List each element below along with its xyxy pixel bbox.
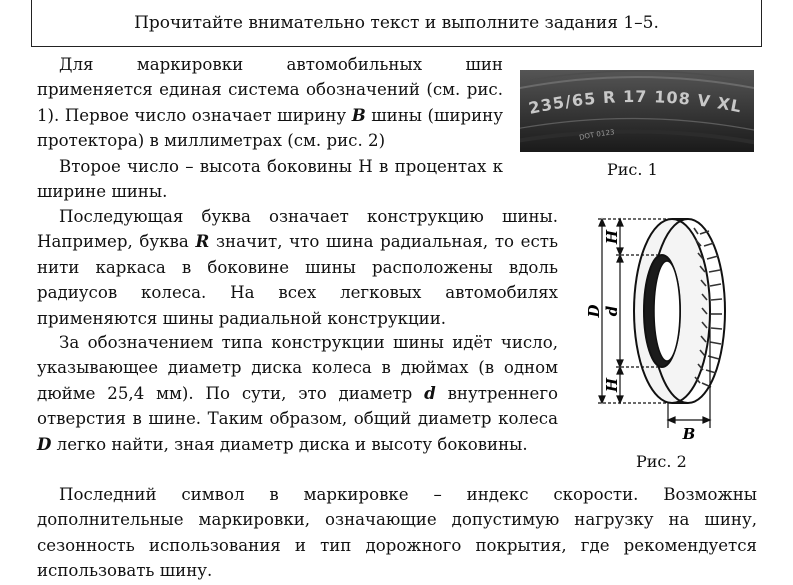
label-H-bottom: H xyxy=(603,377,621,393)
tire-sidewall-photo xyxy=(520,70,754,152)
label-H-top: H xyxy=(603,229,621,245)
tire-rim-opening xyxy=(654,261,680,361)
label-d: d xyxy=(603,305,621,317)
instruction-header xyxy=(31,0,762,47)
paragraph-4: За обозначением типа конструкции шины идёт число, указывающее диаметр диска колеса в дюймах (в одном дюйме 25,4 мм). По сути, это диаметр d внутреннего отверстия в шине. Таким образом, общий диаметр колеса D легко найти, зная диаметр диска и высоту боковины. xyxy=(37,333,558,454)
var-B: B xyxy=(351,104,366,125)
instruction-text: Прочитайте внимательно текст и выполните задания 1–5. xyxy=(134,13,659,33)
tire-small-marking: DOT 0123 xyxy=(578,128,615,142)
figure-1-caption: Рис. 1 xyxy=(607,160,658,179)
label-B: B xyxy=(682,425,696,443)
paragraph-5: Последний символ в маркировке – индекс скорости. Возможны дополнительные маркировки, означающие допустимую нагрузку на шину, сезонность использования и тип дорожного покрытия, где рекомендуется использовать шину. xyxy=(37,485,757,581)
label-D: D xyxy=(585,304,603,318)
tire-diagram xyxy=(585,206,738,452)
paragraph-1: Для маркировки автомобильных шин применяется единая система обозначений (см. рис. 1). Первое число означает ширину B шины (ширину протектора) в миллиметрах (см. рис. 2) xyxy=(37,55,503,151)
paragraph-3: Последующая буква означает конструкцию шины. Например, буква R значит, что шина радиальная, то есть нити каркаса в боковине шины расположены вдоль радиусов колеса. На всех легковых автомобилях применяются шины радиальной конструкции. xyxy=(37,207,559,328)
var-D: D xyxy=(37,433,52,454)
var-R: R xyxy=(195,231,210,252)
var-d: d xyxy=(424,382,436,403)
tire-marking: 235/65 R 17 108 V XL xyxy=(526,86,744,118)
tire-photo-drawing xyxy=(520,70,754,152)
paragraph-2: Второе число – высота боковины H в процентах к ширине шины. xyxy=(37,157,503,202)
figure-2-caption: Рис. 2 xyxy=(636,452,687,471)
